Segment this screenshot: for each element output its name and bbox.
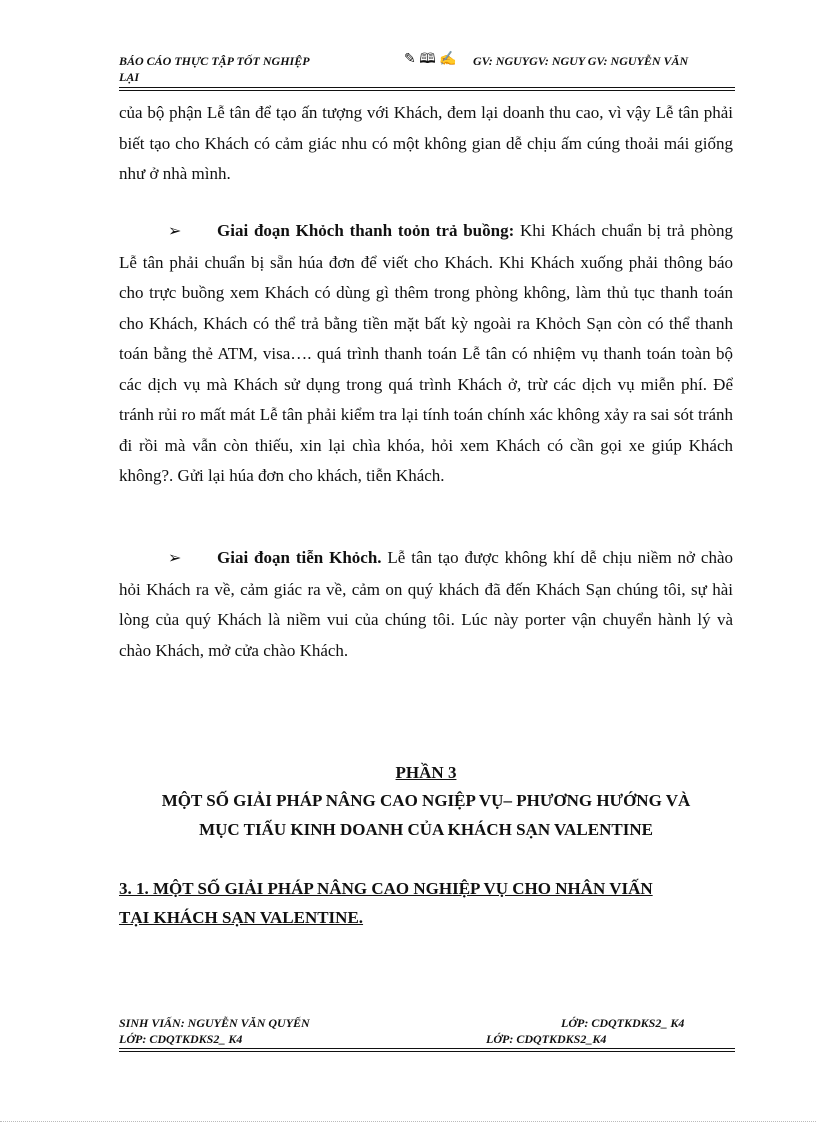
farewell-stage-heading: Giai đoạn tiễn Khỏch. [217,548,382,567]
footer-class-right-1: LỚP: CDQTKDKS2_ K4 [561,1016,685,1030]
footer-rule-bottom [119,1051,735,1052]
paragraph-reception-impression: của bộ phận Lễ tân để tạo ấn tượng với Khách, đem lại doanh thu cao, vì vậy Lễ tân phải biết tạo cho Khách có cảm giác nhu có một không gian dễ chịu ấm cúng thoải mái giống như ở nhà mình. [119,103,733,183]
footer-class-left: LỚP: CDQTKDKS2_ K4 [119,1032,243,1046]
subsection-heading-line1: 3. 1. MỘT SỐ GIẢI PHÁP NÂNG CAO NGHIỆP VỤ CHO NHÂN VIẤN [119,879,653,898]
footer-student-name: SINH VIẤN: NGUYỄN VĂN QUYẾN [119,1016,310,1030]
header-report-title [119,53,379,85]
header-title-line2: LẠI [119,70,140,84]
header-instructor: GV: NGUYGV: NGUY GV: NGUYỄN VĂN [473,54,689,68]
header-title-line1: BÁO CÁO THỰC TẬP TỐT NGHIỆP [119,54,310,68]
part-title: PHẦN 3 [395,763,457,782]
paragraph-farewell-stage [119,543,733,666]
bullet-marker [119,216,217,248]
farewell-stage-text: Lễ tân tạo được không khí dễ chịu niềm nở chào hỏi Khách ra về, cảm giác ra về, cảm on quý khách đã đến Khách Sạn chúng tôi, sự hài lòng của quý Khách là niềm vui của chúng tôi. Lúc này porter vận chuyển hành lý và chào Khách, mở cửa chào Khách. [119,548,734,660]
checkout-stage-text: Khi Khách chuẩn bị trả phòng Lễ tân phải chuẩn bị sẵn húa đơn để viết cho Khách. Khi Khách xuống phải thông báo cho trực buồng xem Khách có dùng gì thêm trong phòng không, làm thủ tục thanh toán cho Khách, Khách có thể trả bằng tiền mặt bất kỳ ngoài ra Khỏch Sạn còn có thể thanh toán bằng thẻ ATM, visa…. quá trình thanh toán Lễ tân có nhiệm vụ thanh toán toàn bộ các dịch vụ mà Khách sử dụng trong quá trình Khách ở, trừ các dịch vụ miễn phí. Để tránh rủi ro mất mát Lễ tân phải kiểm tra lại tính toán chính xác không xảy ra sai sót tránh đi rồi mà vẫn còn thiếu, xin lại chìa khóa, hỏi xem Khách có cần gọi xe giúp Khách không?. Gửi lại húa đơn cho khách, tiễn Khách. [119,221,733,485]
subsection-heading-line2: TẠI KHÁCH SẠN VALENTINE. [119,908,364,927]
part-heading-line1: MỘT SỐ GIẢI PHÁP NÂNG CAO NGIỆP VỤ– PHƯƠNG HƯỚNG VÀ [161,791,691,810]
header-decorative-icons: ✎ 🕮 ✍ [404,52,457,67]
footer-class-right-2: LỚP: CDQTKDKS2_K4 [486,1032,607,1046]
bullet-marker [119,543,217,575]
part-heading-line2: MỤC TIẤU KINH DOANH CỦA KHÁCH SẠN VALENTINE [199,820,653,839]
header-rule-bottom [119,90,735,91]
page-boundary-dotted-line [0,1121,816,1122]
header-rule-top [119,87,735,88]
checkout-stage-heading: Giai đoạn Khỏch thanh toỏn trả buồng: [217,221,515,240]
arrow-bullet-icon: ➢ [168,550,182,567]
arrow-bullet-icon: ➢ [168,223,182,240]
footer-rule-top [119,1048,735,1049]
paragraph-checkout-stage [119,216,733,492]
